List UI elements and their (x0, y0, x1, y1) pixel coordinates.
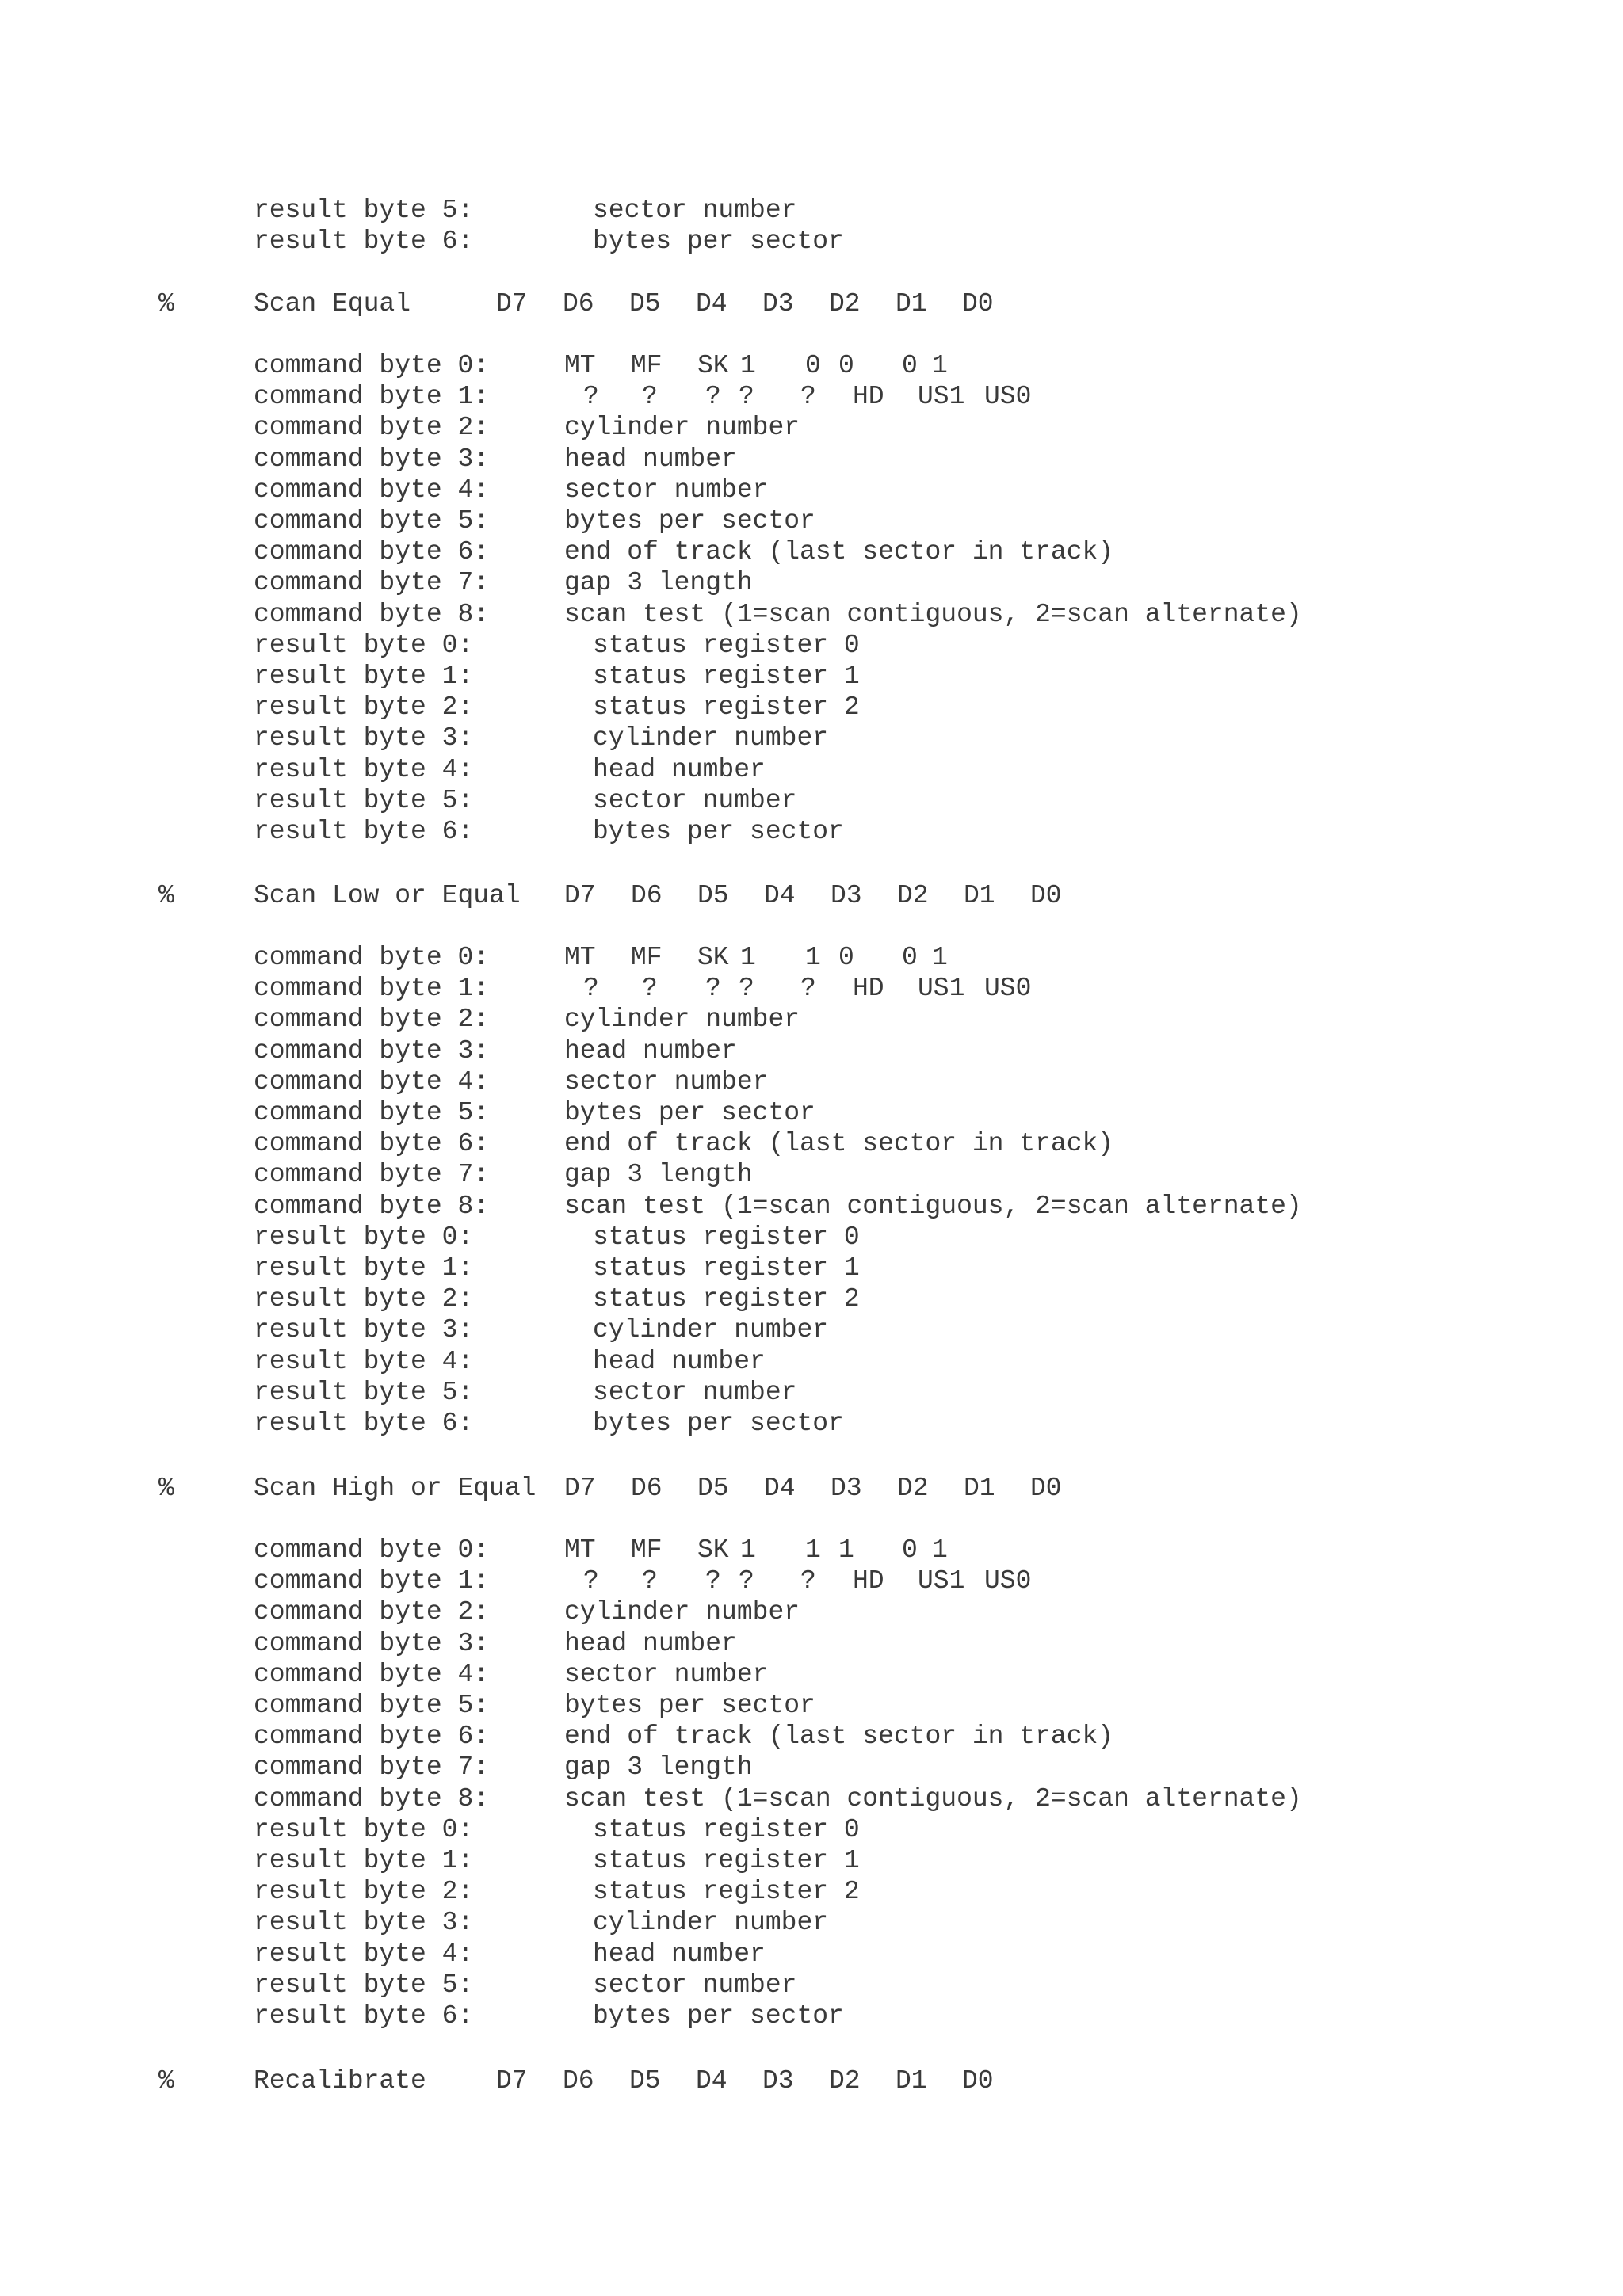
bit-value: 0 (838, 351, 854, 380)
row-description: scan test (1=scan contiguous, 2=scan alternate) (564, 599, 1302, 629)
bit-value: 1 (932, 943, 948, 972)
bit-value: ? (800, 382, 816, 412)
row-label: result byte 5: (254, 1970, 474, 2000)
bit-label: D4 (696, 2066, 727, 2096)
row-label: command byte 6: (254, 1129, 490, 1159)
row-label: result byte 6: (254, 1409, 474, 1438)
row-description: end of track (last sector in track) (564, 537, 1114, 567)
bit-value: SK (697, 351, 729, 380)
row-label: command byte 2: (254, 413, 490, 443)
row-description: cylinder number (593, 723, 829, 753)
row-label: command byte 1: (254, 382, 490, 412)
row-description: bytes per sector (564, 1098, 815, 1127)
bit-label: D4 (696, 289, 727, 318)
row-description: head number (564, 1628, 737, 1658)
bit-label: D7 (564, 1474, 596, 1503)
row-label: command byte 3: (254, 444, 490, 474)
row-description: head number (593, 1346, 766, 1376)
row-label: result byte 2: (254, 692, 474, 723)
row-description: sector number (564, 475, 769, 505)
row-description: end of track (last sector in track) (564, 1129, 1114, 1159)
bit-value: ? (583, 974, 599, 1004)
row-description: cylinder number (593, 1908, 829, 1938)
row-label: result byte 0: (254, 630, 474, 660)
bit-label: D6 (563, 2066, 594, 2096)
row-label: command byte 1: (254, 1566, 490, 1596)
bit-value: MF (631, 1535, 663, 1565)
bit-value: US0 (984, 1566, 1032, 1596)
row-label: command byte 3: (254, 1035, 490, 1066)
row-description: cylinder number (593, 1315, 829, 1345)
bit-value: 0 (902, 943, 918, 972)
bit-label: D0 (962, 2066, 994, 2096)
bit-value: MT (564, 943, 596, 972)
row-label: result byte 4: (254, 1939, 474, 1969)
bit-value: ? (583, 1566, 599, 1596)
row-label: command byte 6: (254, 537, 490, 567)
section-title: Scan Equal (254, 289, 411, 318)
row-label: command byte 0: (254, 1535, 490, 1565)
row-label: result byte 2: (254, 1877, 474, 1907)
bit-label: D3 (831, 1474, 862, 1503)
row-label: result byte 6: (254, 227, 474, 256)
bit-label: D0 (1030, 1474, 1062, 1503)
row-description: status register 0 (593, 1814, 860, 1844)
bit-value: 0 (902, 1535, 918, 1565)
bit-label: D5 (697, 1474, 729, 1503)
bit-value: US0 (984, 382, 1032, 412)
row-label: command byte 3: (254, 1628, 490, 1658)
bit-label: D5 (697, 881, 729, 910)
row-label: result byte 5: (254, 785, 474, 815)
bit-value: US1 (918, 382, 965, 412)
row-label: result byte 5: (254, 1377, 474, 1407)
row-label: result byte 3: (254, 1908, 474, 1938)
row-label: command byte 7: (254, 568, 490, 598)
bit-label: D6 (631, 1474, 663, 1503)
row-description: head number (593, 1939, 766, 1969)
bit-value: SK (697, 1535, 729, 1565)
row-description: end of track (last sector in track) (564, 1722, 1114, 1752)
row-description: sector number (593, 1377, 797, 1407)
bit-value: US1 (918, 974, 965, 1004)
bit-value: 1 (932, 1535, 948, 1565)
row-label: result byte 1: (254, 1253, 474, 1283)
bit-value: ? (705, 1566, 721, 1596)
bit-value: 0 (838, 943, 854, 972)
bit-value: ? (739, 382, 754, 412)
bit-value: ? (800, 974, 816, 1004)
bit-label: D6 (563, 289, 594, 318)
row-label: result byte 6: (254, 2001, 474, 2031)
row-label: result byte 0: (254, 1814, 474, 1844)
row-description: status register 1 (593, 1253, 860, 1283)
bit-label: D2 (897, 881, 929, 910)
row-label: result byte 4: (254, 754, 474, 784)
bit-value: MT (564, 1535, 596, 1565)
bit-value: ? (800, 1566, 816, 1596)
row-label: result byte 0: (254, 1222, 474, 1252)
row-description: scan test (1=scan contiguous, 2=scan alternate) (564, 1783, 1302, 1814)
row-label: command byte 6: (254, 1722, 490, 1752)
section-marker: % (158, 1474, 174, 1503)
row-description: sector number (593, 785, 797, 815)
bit-value: 0 (902, 351, 918, 380)
bit-value: ? (739, 1566, 754, 1596)
row-label: command byte 5: (254, 1098, 490, 1127)
section-marker: % (158, 289, 174, 318)
bit-value: SK (697, 943, 729, 972)
row-label: command byte 4: (254, 1066, 490, 1097)
bit-value: 1 (805, 1535, 821, 1565)
bit-value: MF (631, 943, 663, 972)
bit-label: D6 (631, 881, 663, 910)
row-label: command byte 7: (254, 1753, 490, 1783)
row-label: command byte 8: (254, 1783, 490, 1814)
row-label: command byte 4: (254, 475, 490, 505)
bit-label: D3 (762, 2066, 794, 2096)
bit-value: US1 (918, 1566, 965, 1596)
row-description: bytes per sector (593, 1409, 844, 1438)
section-title: Scan High or Equal (254, 1474, 537, 1503)
bit-value: 1 (805, 943, 821, 972)
row-label: command byte 4: (254, 1659, 490, 1689)
bit-label: D2 (829, 2066, 861, 2096)
row-description: status register 0 (593, 1222, 860, 1252)
row-description: status register 2 (593, 1877, 860, 1907)
bit-value: 1 (838, 1535, 854, 1565)
row-description: gap 3 length (564, 1160, 753, 1190)
row-description: head number (564, 444, 737, 474)
bit-value: US0 (984, 974, 1032, 1004)
row-description: bytes per sector (564, 1691, 815, 1720)
bit-value: ? (705, 382, 721, 412)
row-description: status register 1 (593, 662, 860, 691)
row-description: status register 0 (593, 630, 860, 660)
row-label: command byte 0: (254, 943, 490, 972)
bit-label: D1 (896, 289, 927, 318)
row-description: sector number (564, 1659, 769, 1689)
bit-value: 1 (932, 351, 948, 380)
row-label: command byte 0: (254, 351, 490, 380)
row-label: command byte 8: (254, 1191, 490, 1221)
row-description: bytes per sector (593, 817, 844, 846)
row-description: cylinder number (564, 413, 800, 443)
bit-value: MT (564, 351, 596, 380)
row-description: sector number (593, 196, 797, 225)
row-label: command byte 7: (254, 1160, 490, 1190)
bit-value: HD (853, 382, 884, 412)
bit-label: D1 (964, 1474, 995, 1503)
bit-value: 1 (740, 943, 756, 972)
section-title: Recalibrate (254, 2066, 426, 2096)
row-description: cylinder number (564, 1005, 800, 1035)
row-description: bytes per sector (564, 506, 815, 536)
bit-value: HD (853, 974, 884, 1004)
bit-value: 0 (805, 351, 821, 380)
row-label: result byte 1: (254, 1846, 474, 1875)
bit-label: D7 (496, 2066, 528, 2096)
bit-label: D0 (1030, 881, 1062, 910)
row-description: head number (564, 1035, 737, 1066)
row-label: command byte 5: (254, 1691, 490, 1720)
bit-label: D3 (762, 289, 794, 318)
bit-value: ? (739, 974, 754, 1004)
bit-label: D2 (897, 1474, 929, 1503)
bit-value: 1 (740, 1535, 756, 1565)
row-description: scan test (1=scan contiguous, 2=scan alternate) (564, 1191, 1302, 1221)
bit-label: D7 (496, 289, 528, 318)
bit-label: D5 (629, 289, 661, 318)
bit-label: D7 (564, 881, 596, 910)
row-label: command byte 1: (254, 974, 490, 1004)
row-label: result byte 5: (254, 196, 474, 225)
bit-label: D0 (962, 289, 994, 318)
row-description: head number (593, 754, 766, 784)
bit-value: ? (705, 974, 721, 1004)
row-description: bytes per sector (593, 227, 844, 256)
row-label: command byte 2: (254, 1005, 490, 1035)
section-marker: % (158, 2066, 174, 2096)
row-description: cylinder number (564, 1597, 800, 1627)
bit-label: D1 (964, 881, 995, 910)
row-label: result byte 4: (254, 1346, 474, 1376)
row-label: result byte 3: (254, 1315, 474, 1345)
bit-value: ? (642, 974, 658, 1004)
row-label: result byte 2: (254, 1284, 474, 1314)
row-description: gap 3 length (564, 1753, 753, 1783)
row-label: command byte 5: (254, 506, 490, 536)
row-label: command byte 2: (254, 1597, 490, 1627)
section-marker: % (158, 881, 174, 910)
bit-label: D5 (629, 2066, 661, 2096)
row-description: status register 1 (593, 1846, 860, 1875)
row-description: status register 2 (593, 1284, 860, 1314)
row-description: sector number (564, 1066, 769, 1097)
row-label: command byte 8: (254, 599, 490, 629)
row-label: result byte 6: (254, 817, 474, 846)
bit-value: HD (853, 1566, 884, 1596)
bit-value: ? (642, 382, 658, 412)
bit-label: D2 (829, 289, 861, 318)
row-label: result byte 1: (254, 662, 474, 691)
bit-value: ? (583, 382, 599, 412)
row-description: gap 3 length (564, 568, 753, 598)
bit-label: D1 (896, 2066, 927, 2096)
bit-label: D3 (831, 881, 862, 910)
section-title: Scan Low or Equal (254, 881, 521, 910)
row-description: sector number (593, 1970, 797, 2000)
bit-value: ? (642, 1566, 658, 1596)
row-description: status register 2 (593, 692, 860, 723)
bit-label: D4 (764, 881, 796, 910)
row-description: bytes per sector (593, 2001, 844, 2031)
bit-value: MF (631, 351, 663, 380)
bit-value: 1 (740, 351, 756, 380)
row-label: result byte 3: (254, 723, 474, 753)
bit-label: D4 (764, 1474, 796, 1503)
